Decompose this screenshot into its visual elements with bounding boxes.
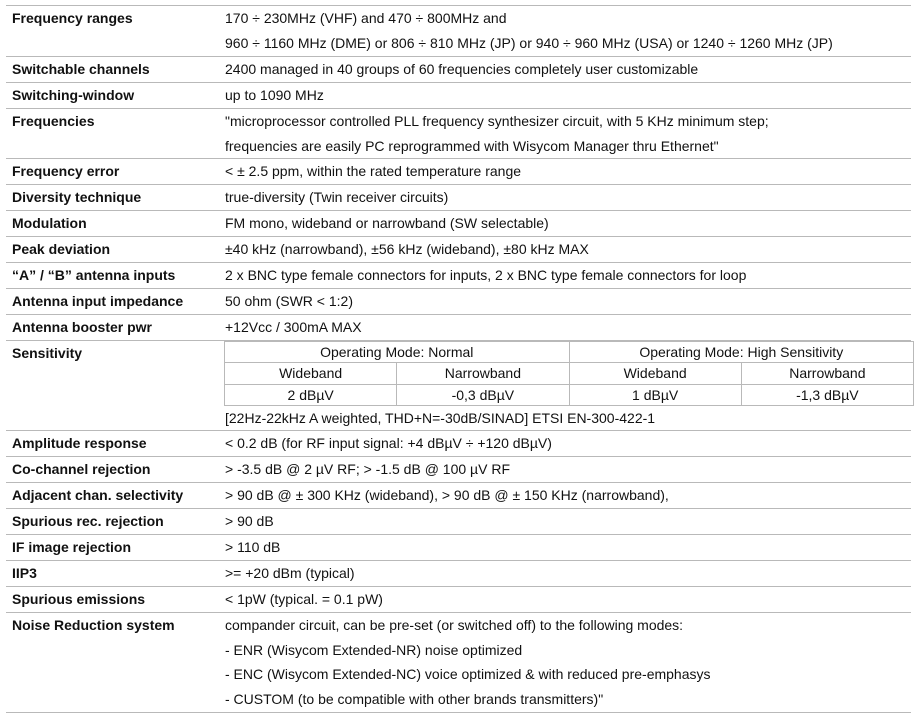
spec-label: Frequency ranges — [6, 6, 218, 57]
mode-normal-header: Operating Mode: Normal — [225, 341, 570, 363]
spec-value-line: > 110 dB — [225, 538, 281, 555]
spec-row-switchable-channels — [6, 56, 911, 82]
spec-row-frequency-error — [6, 159, 911, 185]
sensitivity-value: -1,3 dBµV — [741, 384, 913, 406]
spec-value-line: 2 x BNC type female connectors for inputs, 2 x BNC type female connectors for loop — [225, 267, 747, 284]
spec-value — [218, 560, 911, 586]
spec-label: Co-channel rejection — [6, 457, 218, 483]
spec-value — [218, 108, 911, 159]
band-header: Narrowband — [741, 363, 913, 385]
spec-value-line: +12Vcc / 300mA MAX — [225, 318, 362, 335]
spec-label: IF image rejection — [6, 534, 218, 560]
spec-row-sensitivity — [6, 340, 911, 431]
spec-value-line: < 0.2 dB (for RF input signal: +4 dBµV ÷ +120 dBµV) — [225, 435, 552, 452]
spec-label: Modulation — [6, 211, 218, 237]
spec-row-iip3 — [6, 560, 911, 586]
spec-label: Noise Reduction system — [6, 612, 218, 713]
spec-value-line: compander circuit, can be pre-set (or switched off) to the following modes: — [225, 616, 684, 633]
spec-value-line: > 90 dB @ ± 300 KHz (wideband), > 90 dB @ ± 150 KHz (narrowband), — [225, 487, 669, 504]
spec-row-a-b-antenna-inputs — [6, 263, 911, 289]
spec-value-line: FM mono, wideband or narrowband (SW selectable) — [225, 215, 549, 232]
spec-label: Antenna input impedance — [6, 288, 218, 314]
spec-value-line: 170 ÷ 230MHz (VHF) and 470 ÷ 800MHz and — [225, 10, 507, 26]
spec-label: Adjacent chan. selectivity — [6, 483, 218, 509]
spec-row-if-image-rejection — [6, 534, 911, 560]
spec-value — [218, 237, 911, 263]
sensitivity-band-row — [225, 363, 914, 385]
spec-value — [218, 586, 911, 612]
mode-high-header: Operating Mode: High Sensitivity — [569, 341, 914, 363]
sensitivity-mode-row — [225, 341, 914, 363]
spec-value — [218, 612, 911, 713]
spec-value-line: < 1pW (typical. = 0.1 pW) — [225, 590, 383, 607]
spec-row-frequencies — [6, 108, 911, 159]
spec-label: “A” / “B” antenna inputs — [6, 263, 218, 289]
spec-value-line: up to 1090 MHz — [225, 86, 324, 103]
spec-value-line: - ENC (Wisycom Extended-NC) voice optimized & with reduced pre-emphasys — [225, 666, 711, 683]
spec-row-spurious-rec-rejection — [6, 509, 911, 535]
spec-row-switching-window — [6, 82, 911, 108]
spec-label: Spurious emissions — [6, 586, 218, 612]
sensitivity-value-row — [225, 384, 914, 406]
spec-row-modulation — [6, 211, 911, 237]
spec-value — [218, 534, 911, 560]
spec-value-line: - CUSTOM (to be compatible with other brands transmitters)" — [225, 691, 604, 708]
spec-value-line: - ENR (Wisycom Extended-NR) noise optimized — [225, 641, 523, 658]
spec-value — [218, 483, 911, 509]
spec-label: Amplitude response — [6, 431, 218, 457]
band-header: Narrowband — [397, 363, 569, 385]
spec-value-line: >= +20 dBm (typical) — [225, 564, 355, 581]
spec-label: IIP3 — [6, 560, 218, 586]
spec-label: Diversity technique — [6, 185, 218, 211]
spec-value — [218, 509, 911, 535]
spec-row-peak-deviation — [6, 237, 911, 263]
spec-row-adjacent-chan-selectivity — [6, 483, 911, 509]
spec-value-line: > 90 dB — [225, 513, 274, 529]
spec-row-antenna-input-impedance — [6, 288, 911, 314]
spec-value — [218, 431, 911, 457]
spec-value-line: < ± 2.5 ppm, within the rated temperature range — [225, 163, 522, 180]
spec-label: Frequency error — [6, 159, 218, 185]
spec-value-line: ±40 kHz (narrowband), ±56 kHz (wideband), ±80 kHz MAX — [225, 241, 589, 258]
spec-value — [218, 211, 911, 237]
spec-row-antenna-booster-pwr — [6, 314, 911, 340]
spec-label: Frequencies — [6, 108, 218, 159]
sensitivity-value: 2 dBµV — [225, 384, 397, 406]
spec-label: Sensitivity — [6, 340, 218, 431]
spec-value — [218, 340, 911, 431]
spec-value — [218, 314, 911, 340]
spec-value — [218, 263, 911, 289]
spec-value-line: 50 ohm (SWR < 1:2) — [225, 292, 353, 309]
spec-row-noise-reduction-system — [6, 612, 911, 713]
band-header: Wideband — [569, 363, 741, 385]
spec-row-frequency-ranges — [6, 6, 911, 57]
band-header: Wideband — [225, 363, 397, 385]
spec-value-line: "microprocessor controlled PLL frequency synthesizer circuit, with 5 KHz minimum step; — [225, 112, 769, 129]
spec-value-line: 960 ÷ 1160 MHz (DME) or 806 ÷ 810 MHz (JP) or 940 ÷ 960 MHz (USA) or 1240 ÷ 1260 MHz (JP) — [225, 34, 833, 51]
spec-label: Switchable channels — [6, 56, 218, 82]
spec-value-line: frequencies are easily PC reprogrammed with Wisycom Manager thru Ethernet" — [225, 137, 719, 154]
spec-value — [218, 159, 911, 185]
spec-table-body — [6, 6, 911, 713]
spec-value — [218, 288, 911, 314]
spec-label: Peak deviation — [6, 237, 218, 263]
spec-label: Switching-window — [6, 82, 218, 108]
spec-label: Spurious rec. rejection — [6, 509, 218, 535]
spec-value-line: true-diversity (Twin receiver circuits) — [225, 189, 449, 206]
spec-value-line: > -3.5 dB @ 2 µV RF; > -1.5 dB @ 100 µV RF — [225, 461, 511, 478]
spec-row-co-channel-rejection — [6, 457, 911, 483]
sensitivity-value: 1 dBµV — [569, 384, 741, 406]
spec-value — [218, 82, 911, 108]
spec-table — [6, 5, 911, 713]
sensitivity-note: [22Hz-22kHz A weighted, THD+N=-30dB/SINAD] ETSI EN-300-422-1 — [225, 410, 656, 427]
spec-label: Antenna booster pwr — [6, 314, 218, 340]
spec-row-diversity-technique — [6, 185, 911, 211]
sensitivity-table — [224, 341, 914, 407]
spec-row-amplitude-response — [6, 431, 911, 457]
sensitivity-value: -0,3 dBµV — [397, 384, 569, 406]
spec-value — [218, 6, 911, 57]
spec-value — [218, 185, 911, 211]
spec-value — [218, 56, 911, 82]
spec-value — [218, 457, 911, 483]
spec-value-line: 2400 managed in 40 groups of 60 frequencies completely user customizable — [225, 60, 699, 77]
spec-row-spurious-emissions — [6, 586, 911, 612]
